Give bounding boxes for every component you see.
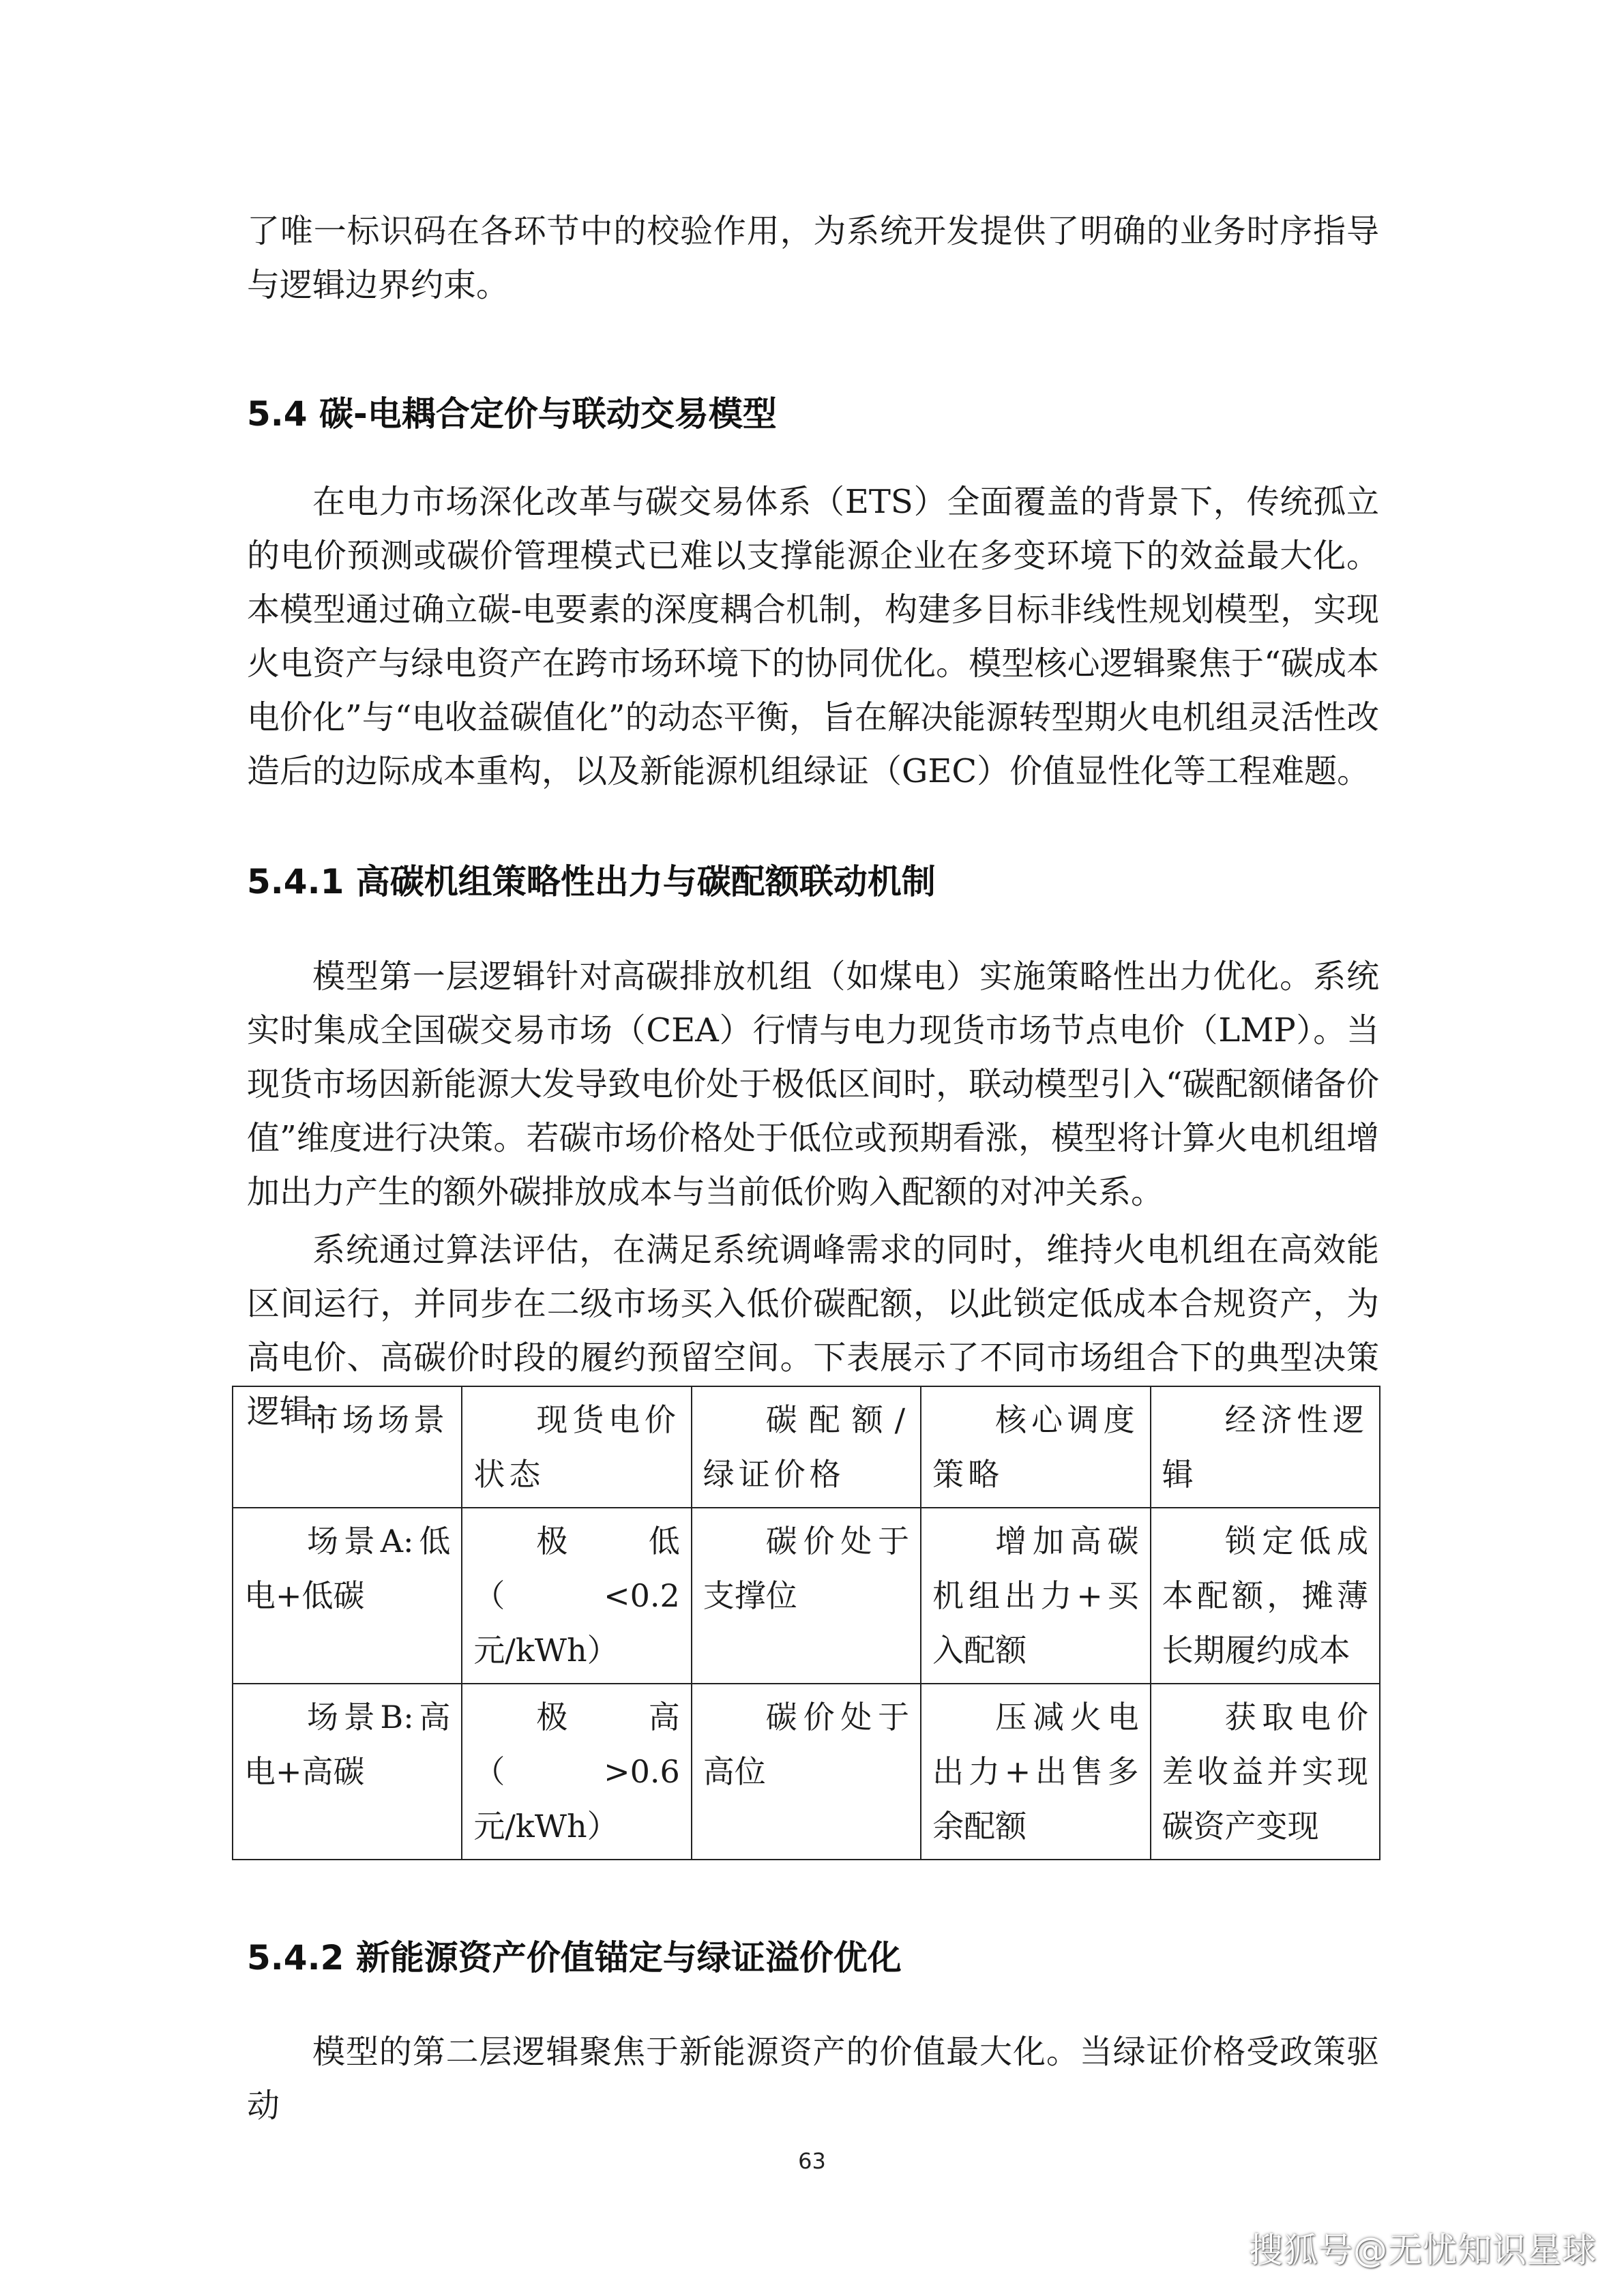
- table-cell: 压减火电出力+出售多余配额: [921, 1684, 1150, 1860]
- decision-logic-table: [232, 1386, 1381, 1860]
- table-cell: 锁定低成本配额，摊薄长期履约成本: [1151, 1508, 1380, 1684]
- paragraph-layer-one: 模型第一层逻辑针对高碳排放机组（如煤电）实施策略性出力优化。系统实时集成全国碳交易市场（CEA）行情与电力现货市场节点电价（LMP）。当现货市场因新能源大发导致电价处于极低区间时，联动模型引入“碳配额储备价值”维度进行决策。若碳市场价格处于低位或预期看涨，模型将计算火电机组增加出力产生的额外碳排放成本与当前低价购入配额的对冲关系。: [247, 957, 1379, 1211]
- table-row: [233, 1684, 1380, 1860]
- table-header-cell: 市场场景: [233, 1386, 462, 1508]
- page-number: 63: [798, 2148, 826, 2174]
- table-cell: 场景A:低电+低碳: [233, 1508, 462, 1684]
- section-heading-5-4-2: 5.4.2 新能源资产价值锚定与绿证溢价优化: [247, 1938, 902, 1978]
- table-row: [233, 1508, 1380, 1684]
- source-watermark: 搜狐号@无忧知识星球: [1249, 2231, 1597, 2270]
- paragraph-intro: 在电力市场深化改革与碳交易体系（ETS）全面覆盖的背景下，传统孤立的电价预测或碳价管理模式已难以支撑能源企业在多变环境下的效益最大化。本模型通过确立碳-电要素的深度耦合机制，构建多目标非线性规划模型，实现火电资产与绿电资产在跨市场环境下的协同优化。模型核心逻辑聚焦于“碳成本电价化”与“电收益碳值化”的动态平衡，旨在解决能源转型期火电机组灵活性改造后的边际成本重构，以及新能源机组绿证（GEC）价值显性化等工程难题。: [247, 483, 1379, 790]
- paragraph-algorithm: 系统通过算法评估，在满足系统调峰需求的同时，维持火电机组在高效能区间运行，并同步在二级市场买入低价碳配额，以此锁定低成本合规资产，为高电价、高碳价时段的履约预留空间。下表展示了不同市场组合下的典型决策逻辑：: [247, 1231, 1379, 1431]
- table-header-cell: 碳配额/绿证价格: [692, 1386, 921, 1508]
- paragraph-continuation: 了唯一标识码在各环节中的校验作用，为系统开发提供了明确的业务时序指导与逻辑边界约束。: [247, 212, 1379, 304]
- table-cell: 碳价处于高位: [692, 1684, 921, 1860]
- table-cell: 极 高（>0.6 元/kWh）: [462, 1684, 691, 1860]
- table-header-cell: 核心调度策略: [921, 1386, 1150, 1508]
- table-cell: 极 低（<0.2 元/kWh）: [462, 1508, 691, 1684]
- table-cell: 场景B:高电+高碳: [233, 1684, 462, 1860]
- paragraph-layer-two: 模型的第二层逻辑聚焦于新能源资产的价值最大化。当绿证价格受政策驱动: [247, 2033, 1379, 2125]
- section-heading-5-4-1: 5.4.1 高碳机组策略性出力与碳配额联动机制: [247, 862, 936, 901]
- table-header-cell: 现货电价状态: [462, 1386, 691, 1508]
- section-heading-5-4: 5.4 碳-电耦合定价与联动交易模型: [247, 394, 777, 434]
- table-cell: 碳价处于支撑位: [692, 1508, 921, 1684]
- table-cell: 增加高碳机组出力+买入配额: [921, 1508, 1150, 1684]
- table-header-row: [233, 1386, 1380, 1508]
- table-cell: 获取电价差收益并实现碳资产变现: [1151, 1684, 1380, 1860]
- table-header-cell: 经济性逻辑: [1151, 1386, 1380, 1508]
